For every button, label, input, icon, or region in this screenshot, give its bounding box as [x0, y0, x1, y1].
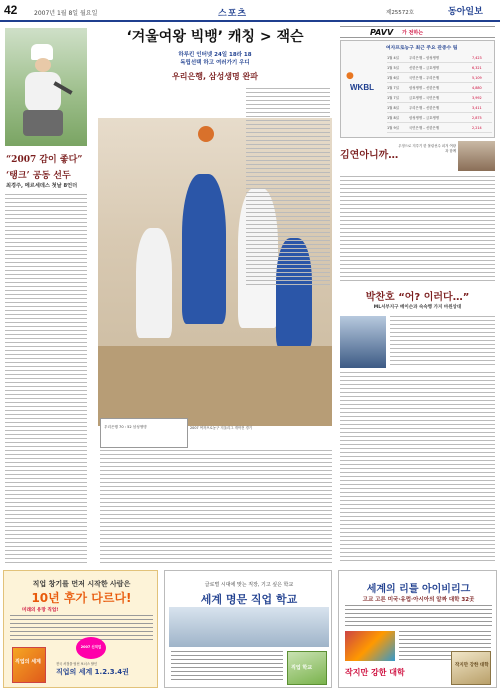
lead-headline: ‘겨울여왕 빅뱅’ 캐칭 > 잭슨	[126, 29, 304, 45]
ad-tagline: 작지만 강한 대학	[345, 668, 405, 677]
row-count: 2,214	[472, 126, 482, 130]
row-date: 1월 5일	[387, 66, 399, 70]
paper-logo: 동아일보	[448, 7, 483, 17]
row-count: 3,411	[472, 106, 482, 110]
row-match: 국민은행 – 신한은행	[409, 126, 440, 130]
table-row	[387, 103, 492, 113]
row-match: 우리은행 – 삼성생명	[409, 56, 440, 60]
section-title: 스포츠	[218, 9, 248, 19]
golf-article-body	[5, 194, 87, 564]
row-date: 1월 8일	[387, 116, 399, 120]
row-count: 4,880	[472, 86, 482, 90]
ad-series-title: 직업의 세계 1.2.3.4권	[56, 668, 129, 676]
ad-vocational-schools[interactable]	[164, 570, 332, 688]
book-cover	[451, 651, 491, 685]
lead-deck-line: 독립선택 하고 여러가기 우디	[180, 60, 250, 66]
book-title: 직업 학교	[291, 665, 313, 671]
kim-headline: 김연아니까…	[340, 150, 399, 161]
golf-subheadline: 최경주, 메르세데스 첫날 8언더	[6, 183, 78, 189]
sponsor-brand: PAVV	[370, 28, 394, 37]
ad-bullet-list	[345, 605, 492, 627]
wkbl-attendance-table	[340, 40, 495, 138]
kim-deck: 우정으로 겨루기 한 볼링선수 피겨 여왕과 함께	[398, 144, 456, 153]
ad-career-book[interactable]	[3, 570, 158, 688]
wkbl-logo	[346, 71, 382, 101]
basketball-icon: ●	[346, 71, 354, 81]
ad-kicker: 글로벌 시대에 맞는 직장, 기고 싶은 학교	[204, 582, 294, 588]
ad-subheadline: 고교 고른 미국·유럽·아시아의 알짜 대학 32곳	[362, 597, 475, 603]
row-match: 삼성생명 – 신한은행	[409, 86, 440, 90]
row-match: 신한은행 – 금호생명	[409, 66, 440, 70]
row-date: 1월 9일	[387, 126, 399, 130]
ad-promo-line: 전국 서점을 엄선 보너스 할인	[56, 662, 98, 666]
ad-kicker: 직업 창기를 먼저 시작한 사람은	[32, 580, 131, 588]
page-number: 42	[4, 3, 18, 17]
row-count: 7,423	[472, 56, 482, 60]
score-box	[100, 418, 188, 448]
ad-subheadline: 미래의 유망 직업!	[22, 608, 59, 613]
row-date: 1월 4일	[387, 56, 399, 60]
table-row	[387, 123, 492, 133]
park-article-body	[390, 316, 495, 368]
row-date: 1월 7일	[387, 86, 399, 90]
badge-text: 2007 신직업	[80, 645, 102, 649]
table-body	[387, 53, 492, 133]
masthead	[0, 0, 500, 22]
ad-headline: 세계의 리틀 아이비리그	[366, 584, 471, 595]
row-date: 1월 7일	[387, 96, 399, 100]
ad-little-ivy[interactable]	[338, 570, 497, 688]
lead-article-body	[246, 88, 330, 288]
row-count: 6,321	[472, 66, 482, 70]
table-row	[387, 63, 492, 73]
book-title: 작지만 강한 대학	[455, 663, 489, 668]
ad-headline: 세계 명문 직업 학교	[200, 593, 298, 606]
kim-article-body	[340, 176, 495, 282]
kim-photo	[458, 141, 495, 171]
ad-photo	[169, 607, 329, 647]
table-row	[387, 53, 492, 63]
edition-number: 제25572호	[386, 10, 415, 16]
ad-body-text	[171, 651, 283, 683]
table-row	[387, 93, 492, 103]
row-match: 국민은행 – 우리은행	[409, 76, 440, 80]
park-photo	[340, 316, 386, 368]
golf-headline-quote: “2007 감이 좋다”	[6, 155, 83, 165]
park-article-body-continued	[340, 372, 495, 562]
lead-subheadline: 우리은행, 삼성생명 완파	[172, 72, 258, 81]
row-match: 금호생명 – 국민은행	[409, 96, 440, 100]
issue-date: 2007년 1월 8일 월요일	[34, 10, 98, 17]
park-subheadline: ML서부지구 메이슨과 숙숙행 가지 마윈상대	[373, 305, 462, 310]
score-line: 우리은행 70 : 52 삼성생명	[104, 425, 147, 429]
table-row	[387, 83, 492, 93]
row-match: 우리은행 – 신한은행	[409, 106, 440, 110]
table-row	[387, 113, 492, 123]
row-date: 1월 6일	[387, 76, 399, 80]
sponsor-slogan: 가 전하는	[402, 30, 424, 36]
row-count: 3,992	[472, 96, 482, 100]
golf-headline: ‘탱크’ 공동 선두	[6, 171, 71, 181]
ad-photo-collage	[345, 631, 395, 661]
table-title: 여자프로농구 최근 주요 관중수 팀	[386, 46, 458, 51]
row-count: 5,109	[472, 76, 482, 80]
book-cover	[12, 647, 46, 683]
promo-badge	[76, 637, 106, 659]
row-count: 2,875	[472, 116, 482, 120]
sponsor-banner	[340, 26, 495, 38]
book-title: 직업의 세계	[15, 659, 41, 665]
table-row	[387, 73, 492, 83]
photo-caption: 2007 여자프로농구 겨울리그 개막전 경기	[190, 426, 253, 430]
lead-article-body-continued	[100, 450, 332, 565]
golf-photo	[5, 28, 87, 146]
ad-headline: 10년 후가 다르다!	[31, 591, 132, 605]
lead-deck-line: 하루킨 인터넷 24일 18라 18	[178, 52, 252, 58]
wkbl-logo-text: WKBL	[350, 83, 374, 92]
book-cover	[287, 651, 327, 685]
row-date: 1월 8일	[387, 106, 399, 110]
park-headline: 박찬호 “어? 이러다…”	[365, 292, 470, 303]
row-match: 삼성생명 – 금호생명	[409, 116, 440, 120]
